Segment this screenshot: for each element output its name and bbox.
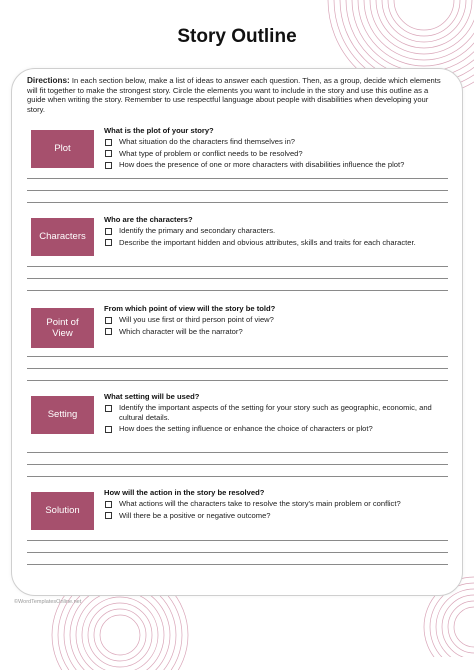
checklist-item[interactable] (104, 149, 444, 159)
checkbox[interactable] (105, 501, 112, 508)
section-tag-point-of-view (31, 308, 94, 348)
checkbox[interactable] (105, 228, 112, 235)
section-question: How will the action in the story be resolved? (104, 488, 265, 497)
writing-line[interactable] (27, 290, 448, 291)
writing-line[interactable] (27, 190, 448, 191)
checkbox[interactable] (105, 405, 112, 412)
checklist-item[interactable] (104, 499, 444, 509)
section-question: From which point of view will the story be told? (104, 304, 276, 313)
writing-line[interactable] (27, 476, 448, 477)
checklist-item[interactable] (104, 327, 444, 337)
writing-line[interactable] (27, 564, 448, 565)
checklist-item[interactable] (104, 403, 444, 422)
checklist (104, 403, 444, 436)
section-tag-solution: Solution (31, 492, 94, 530)
checklist-item[interactable] (104, 226, 444, 236)
section-question: Who are the characters? (104, 215, 193, 224)
checkbox[interactable] (105, 162, 112, 169)
checkbox[interactable] (105, 328, 112, 335)
writing-line[interactable] (27, 552, 448, 553)
section-tag-setting: Setting (31, 396, 94, 434)
checkbox[interactable] (105, 512, 112, 519)
section-tag-plot: Plot (31, 130, 94, 168)
checklist-item[interactable] (104, 511, 444, 521)
checklist (104, 137, 444, 172)
section-tag-text: Point of View (46, 316, 79, 339)
page-title: Story Outline (177, 26, 297, 47)
writing-line[interactable] (27, 452, 448, 453)
checklist-item[interactable] (104, 137, 444, 147)
writing-line[interactable] (27, 278, 448, 279)
checklist-item-text: Will there be a positive or negative outcome? (119, 510, 271, 520)
checklist-item-text: Identify the important aspects of the setting for your story such as geographic, economic, and cultural details. (119, 403, 432, 422)
checkbox[interactable] (105, 139, 112, 146)
checklist-item-text: Identify the primary and secondary characters. (119, 226, 276, 235)
checklist-item-text: How does the setting influence or enhance the choice of characters or plot? (119, 424, 373, 434)
writing-line[interactable] (27, 356, 448, 357)
writing-line[interactable] (27, 380, 448, 381)
checkbox[interactable] (105, 317, 112, 324)
checklist-item[interactable] (104, 238, 444, 248)
checklist-item-text: How does the presence of one or more characters with disabilities influence the plot? (119, 160, 405, 170)
writing-line[interactable] (27, 368, 448, 369)
checklist-item-text: What situation do the characters find themselves in? (119, 137, 296, 146)
section-question: What setting will be used? (104, 392, 200, 401)
checklist (104, 499, 444, 522)
checklist-item[interactable] (104, 424, 444, 434)
writing-line[interactable] (27, 202, 448, 203)
writing-line[interactable] (27, 178, 448, 179)
checkbox[interactable] (105, 239, 112, 246)
section-question: What is the plot of your story? (104, 126, 214, 135)
checklist (104, 315, 444, 338)
checkbox[interactable] (105, 426, 112, 433)
checklist-item-text: Which character will be the narrator? (119, 326, 243, 336)
checklist-item-text: What actions will the characters take to resolve the story's main problem or conflict? (119, 499, 401, 508)
section-tag-characters: Characters (31, 218, 94, 256)
directions-text: In each section below, make a list of ideas to answer each question. Then, as a group, decide which elements will fit together to make the strongest story. Circle the elements you want to include in the story and use this outline as a guide when writing the story. Remember to use respectful language about people with disabilities when developing your story. (27, 76, 441, 115)
writing-line[interactable] (27, 464, 448, 465)
directions-paragraph (27, 76, 447, 115)
checklist-item-text: Describe the important hidden and obvious attributes, skills and traits for each character. (119, 237, 416, 247)
writing-line[interactable] (27, 540, 448, 541)
checklist-item[interactable] (104, 160, 444, 170)
checklist-item[interactable] (104, 315, 444, 325)
writing-line[interactable] (27, 266, 448, 267)
checklist-item-text: Will you use first or third person point of view? (119, 315, 274, 324)
directions-label: Directions: (27, 76, 70, 85)
checkbox[interactable] (105, 150, 112, 157)
checklist (104, 226, 444, 249)
footer-watermark: ©WordTemplatesOnline.net (14, 599, 82, 605)
checklist-item-text: What type of problem or conflict needs to be resolved? (119, 148, 303, 158)
